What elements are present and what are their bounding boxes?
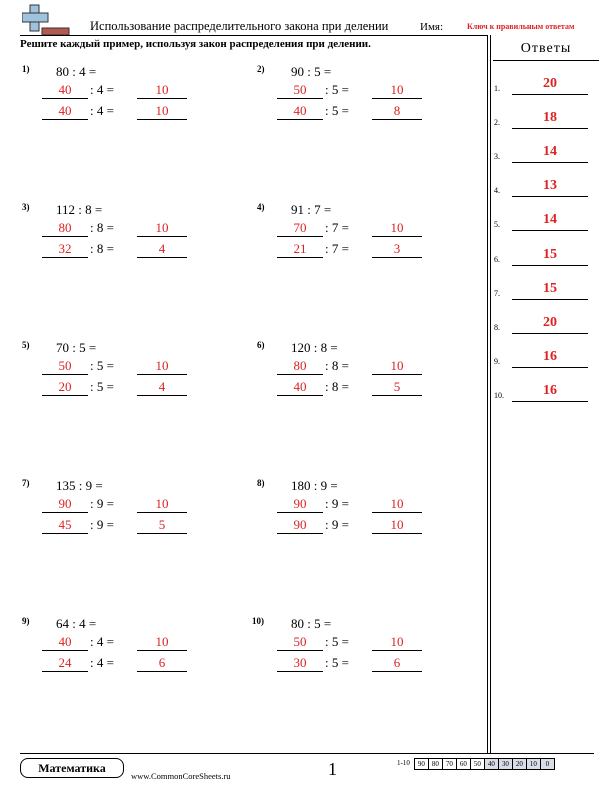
answer-line <box>512 333 588 334</box>
part-value: 70 <box>277 220 323 237</box>
part-result: 4 <box>137 241 187 258</box>
divisor-text: : 4 = <box>90 103 114 118</box>
footer-divider <box>20 753 594 754</box>
divisor-text: : 5 = <box>325 634 349 649</box>
problem <box>257 202 457 272</box>
worksheet-title: Использование распределительного закона при делении <box>90 19 389 33</box>
part-result: 8 <box>372 103 422 120</box>
part-result: 10 <box>137 634 187 651</box>
answer-value: 15 <box>543 247 557 262</box>
instructions: Решите каждый пример, используя закон распределения при делении. <box>20 38 371 50</box>
subject-badge: Математика <box>20 758 124 778</box>
answer-value: 14 <box>543 212 557 227</box>
part-result: 10 <box>137 82 187 99</box>
divisor-text: : 8 = <box>90 220 114 235</box>
part-value: 50 <box>277 634 323 651</box>
problem <box>22 64 222 134</box>
problem-expression: 91 : 7 = <box>291 202 332 217</box>
answer-line <box>512 196 588 197</box>
part-value: 50 <box>42 358 88 375</box>
part-result: 10 <box>137 496 187 513</box>
step-row <box>42 635 242 651</box>
answer-value: 16 <box>543 383 557 398</box>
answer-column-divider <box>487 35 488 753</box>
answers-title: Ответы <box>520 41 572 56</box>
answer-number: 2. <box>494 118 500 127</box>
part-value: 90 <box>277 517 323 534</box>
name-label: Имя: <box>420 21 444 33</box>
answer-number: 9. <box>494 357 500 366</box>
answer-line <box>512 94 588 95</box>
divisor-text: : 8 = <box>325 379 349 394</box>
problem <box>257 340 457 410</box>
answer-line <box>512 265 588 266</box>
part-value: 90 <box>42 496 88 513</box>
step-row <box>277 635 477 651</box>
answer-number: 1. <box>494 84 500 93</box>
divisor-text: : 5 = <box>325 103 349 118</box>
step-row <box>42 242 242 258</box>
divisor-text: : 5 = <box>90 358 114 373</box>
score-cell: 10 <box>526 758 541 770</box>
divisor-text: : 9 = <box>90 496 114 511</box>
problem-number: 1) <box>22 64 30 74</box>
problem-number: 5) <box>22 340 30 350</box>
score-cell: 0 <box>540 758 555 770</box>
problem-expression: 180 : 9 = <box>291 478 338 493</box>
answer-number: 8. <box>494 323 500 332</box>
site-url: www.CommonCoreSheets.ru <box>131 771 231 781</box>
part-result: 6 <box>137 655 187 672</box>
step-row <box>42 83 242 99</box>
part-result: 5 <box>137 517 187 534</box>
divisor-text: : 5 = <box>325 82 349 97</box>
divisor-text: : 9 = <box>90 517 114 532</box>
problem-number: 9) <box>22 616 30 626</box>
part-value: 40 <box>42 634 88 651</box>
part-value: 40 <box>277 103 323 120</box>
answer-line <box>512 162 588 163</box>
answer-row <box>494 177 594 197</box>
answer-line <box>512 401 588 402</box>
step-row <box>42 656 242 672</box>
answer-line <box>512 367 588 368</box>
divisor-text: : 8 = <box>90 241 114 256</box>
problem-expression: 135 : 9 = <box>56 478 103 493</box>
step-row <box>277 359 477 375</box>
step-row <box>277 380 477 396</box>
problem-expression: 112 : 8 = <box>56 202 103 217</box>
problem-number: 2) <box>257 64 265 74</box>
part-result: 10 <box>372 634 422 651</box>
divisor-text: : 4 = <box>90 655 114 670</box>
part-value: 80 <box>42 220 88 237</box>
answer-row <box>494 314 594 334</box>
part-value: 80 <box>277 358 323 375</box>
divisor-text: : 4 = <box>90 82 114 97</box>
divisor-text: : 4 = <box>90 634 114 649</box>
problem <box>22 340 222 410</box>
score-cell: 60 <box>456 758 471 770</box>
answer-line <box>512 128 588 129</box>
score-range-label: 1-10 <box>397 759 410 767</box>
part-result: 10 <box>372 496 422 513</box>
score-table <box>396 758 555 770</box>
page-number: 1 <box>328 759 337 779</box>
part-result: 10 <box>137 358 187 375</box>
step-row <box>42 497 242 513</box>
answer-line <box>512 299 588 300</box>
part-value: 21 <box>277 241 323 258</box>
step-row <box>42 359 242 375</box>
answer-value: 14 <box>543 144 557 159</box>
problem-expression: 80 : 5 = <box>291 616 332 631</box>
divisor-text: : 7 = <box>325 220 349 235</box>
answer-value: 20 <box>543 315 557 330</box>
problem-number: 7) <box>22 478 30 488</box>
answer-row <box>494 280 594 300</box>
answer-row <box>494 109 594 129</box>
step-row <box>42 380 242 396</box>
answer-number: 4. <box>494 186 500 195</box>
part-result: 10 <box>372 82 422 99</box>
score-cell: 20 <box>512 758 527 770</box>
step-row <box>42 221 242 237</box>
answers-title-underline <box>493 60 599 61</box>
score-cell: 30 <box>498 758 513 770</box>
logo-plus-icon <box>22 4 70 36</box>
part-value: 45 <box>42 517 88 534</box>
problem <box>22 202 222 272</box>
problem <box>257 64 457 134</box>
part-value: 90 <box>277 496 323 513</box>
score-cell: 40 <box>484 758 499 770</box>
problem-expression: 90 : 5 = <box>291 64 332 79</box>
answer-row <box>494 348 594 368</box>
answer-value: 18 <box>543 110 557 125</box>
answer-row <box>494 75 594 95</box>
problem-number: 10) <box>252 616 264 626</box>
answer-number: 6. <box>494 255 500 264</box>
part-value: 24 <box>42 655 88 672</box>
header-divider <box>20 35 488 36</box>
score-cell: 50 <box>470 758 485 770</box>
answer-value: 15 <box>543 281 557 296</box>
step-row <box>42 518 242 534</box>
part-value: 40 <box>42 82 88 99</box>
answer-value: 20 <box>543 76 557 91</box>
answer-number: 5. <box>494 220 500 229</box>
part-value: 20 <box>42 379 88 396</box>
answer-number: 7. <box>494 289 500 298</box>
problem-number: 8) <box>257 478 265 488</box>
answer-key-label: Ключ к правильным ответам <box>467 22 575 31</box>
answer-row <box>494 143 594 163</box>
part-result: 10 <box>372 517 422 534</box>
part-value: 40 <box>277 379 323 396</box>
answer-value: 13 <box>543 178 557 193</box>
problem <box>257 478 457 548</box>
divisor-text: : 9 = <box>325 496 349 511</box>
divisor-text: : 8 = <box>325 358 349 373</box>
step-row <box>277 221 477 237</box>
divisor-text: : 5 = <box>90 379 114 394</box>
problem <box>22 478 222 548</box>
part-value: 50 <box>277 82 323 99</box>
part-result: 3 <box>372 241 422 258</box>
divisor-text: : 5 = <box>325 655 349 670</box>
part-value: 30 <box>277 655 323 672</box>
problem-expression: 64 : 4 = <box>56 616 97 631</box>
problem-number: 3) <box>22 202 30 212</box>
answer-row <box>494 211 594 231</box>
score-cell: 70 <box>442 758 457 770</box>
step-row <box>277 656 477 672</box>
part-result: 6 <box>372 655 422 672</box>
problem-number: 6) <box>257 340 265 350</box>
part-value: 32 <box>42 241 88 258</box>
problem-expression: 70 : 5 = <box>56 340 97 355</box>
problem-number: 4) <box>257 202 265 212</box>
divisor-text: : 9 = <box>325 517 349 532</box>
step-row <box>277 242 477 258</box>
score-cell: 80 <box>428 758 443 770</box>
step-row <box>277 104 477 120</box>
part-result: 5 <box>372 379 422 396</box>
part-result: 10 <box>372 358 422 375</box>
answer-number: 3. <box>494 152 500 161</box>
step-row <box>277 518 477 534</box>
problem-expression: 120 : 8 = <box>291 340 338 355</box>
answer-column-divider-inner <box>490 35 491 753</box>
answer-row <box>494 382 594 402</box>
answer-line <box>512 230 588 231</box>
answer-value: 16 <box>543 349 557 364</box>
step-row <box>277 497 477 513</box>
divisor-text: : 7 = <box>325 241 349 256</box>
problem-expression: 80 : 4 = <box>56 64 97 79</box>
part-value: 40 <box>42 103 88 120</box>
part-result: 10 <box>372 220 422 237</box>
part-result: 4 <box>137 379 187 396</box>
answer-number: 10. <box>494 391 504 400</box>
step-row <box>277 83 477 99</box>
problem <box>252 616 452 686</box>
problem <box>22 616 222 686</box>
step-row <box>42 104 242 120</box>
part-result: 10 <box>137 220 187 237</box>
part-result: 10 <box>137 103 187 120</box>
score-cell: 90 <box>414 758 429 770</box>
answer-row <box>494 246 594 266</box>
